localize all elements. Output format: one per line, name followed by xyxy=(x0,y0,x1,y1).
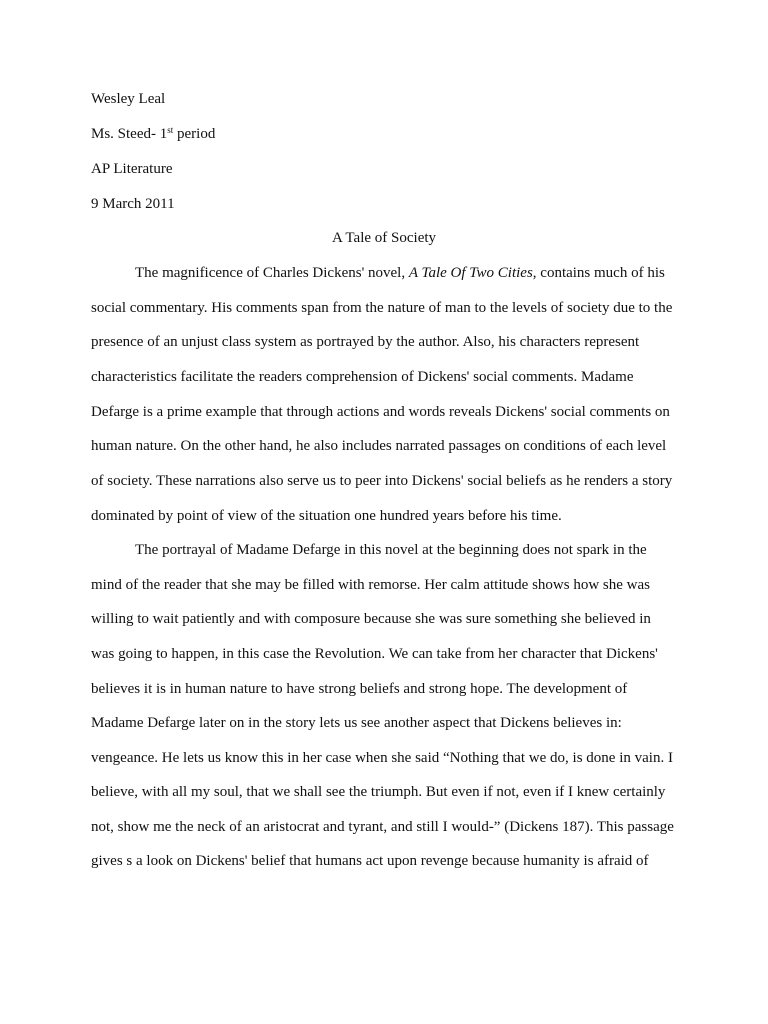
paragraph-line: dominated by point of view of the situation one hundred years before his time. xyxy=(91,508,562,524)
essay-date: 9 March 2011 xyxy=(91,196,175,212)
paragraph-line: believe, with all my soul, that we shall see the triumph. But even if not, even if I knew certainly xyxy=(91,784,666,800)
paragraph-line: social commentary. His comments span from the nature of man to the levels of society due to the xyxy=(91,300,673,316)
text-run: The magnificence of Charles Dickens' novel, xyxy=(135,265,409,281)
paragraph-line: believes it is in human nature to have strong beliefs and strong hope. The development of xyxy=(91,681,628,697)
paragraph-line: Madame Defarge later on in the story lets us see another aspect that Dickens believes in: xyxy=(91,715,622,731)
ordinal-suffix: st xyxy=(167,125,174,135)
teacher-prefix: Ms. Steed- 1 xyxy=(91,126,168,142)
paragraph-line: gives s a look on Dickens' belief that humans act upon revenge because humanity is afraid of xyxy=(91,853,649,869)
teacher-period xyxy=(91,125,215,143)
paragraph-line xyxy=(135,264,665,282)
paragraph-line: vengeance. He lets us know this in her case when she said “Nothing that we do, is done in vain. I xyxy=(91,750,673,766)
text-run: , contains much of his xyxy=(532,265,665,281)
paragraph-line: Defarge is a prime example that through actions and words reveals Dickens' social comments on xyxy=(91,404,670,420)
paragraph-line: was going to happen, in this case the Revolution. We can take from her character that Dickens' xyxy=(91,646,658,662)
paragraph-line: of society. These narrations also serve us to peer into Dickens' social beliefs as he renders a story xyxy=(91,473,673,489)
paragraph-line: human nature. On the other hand, he also includes narrated passages on conditions of each level xyxy=(91,438,667,454)
paragraph-line: willing to wait patiently and with composure because she was sure something she believed in xyxy=(91,611,651,627)
course-name: AP Literature xyxy=(91,161,173,177)
paragraph-line: not, show me the neck of an aristocrat and tyrant, and still I would-” (Dickens 187). This passage xyxy=(91,819,674,835)
essay-title: A Tale of Society xyxy=(331,230,437,246)
teacher-suffix: period xyxy=(173,126,216,142)
paragraph-line: characteristics facilitate the readers comprehension of Dickens' social comments. Madame xyxy=(91,369,634,385)
author-name: Wesley Leal xyxy=(91,91,166,107)
book-title: A Tale Of Two Cities xyxy=(408,265,533,281)
paragraph-line: presence of an unjust class system as portrayed by the author. Also, his characters represent xyxy=(91,334,640,350)
paragraph-line: The portrayal of Madame Defarge in this novel at the beginning does not spark in the xyxy=(135,542,647,558)
paragraph-line: mind of the reader that she may be filled with remorse. Her calm attitude shows how she was xyxy=(91,577,651,593)
